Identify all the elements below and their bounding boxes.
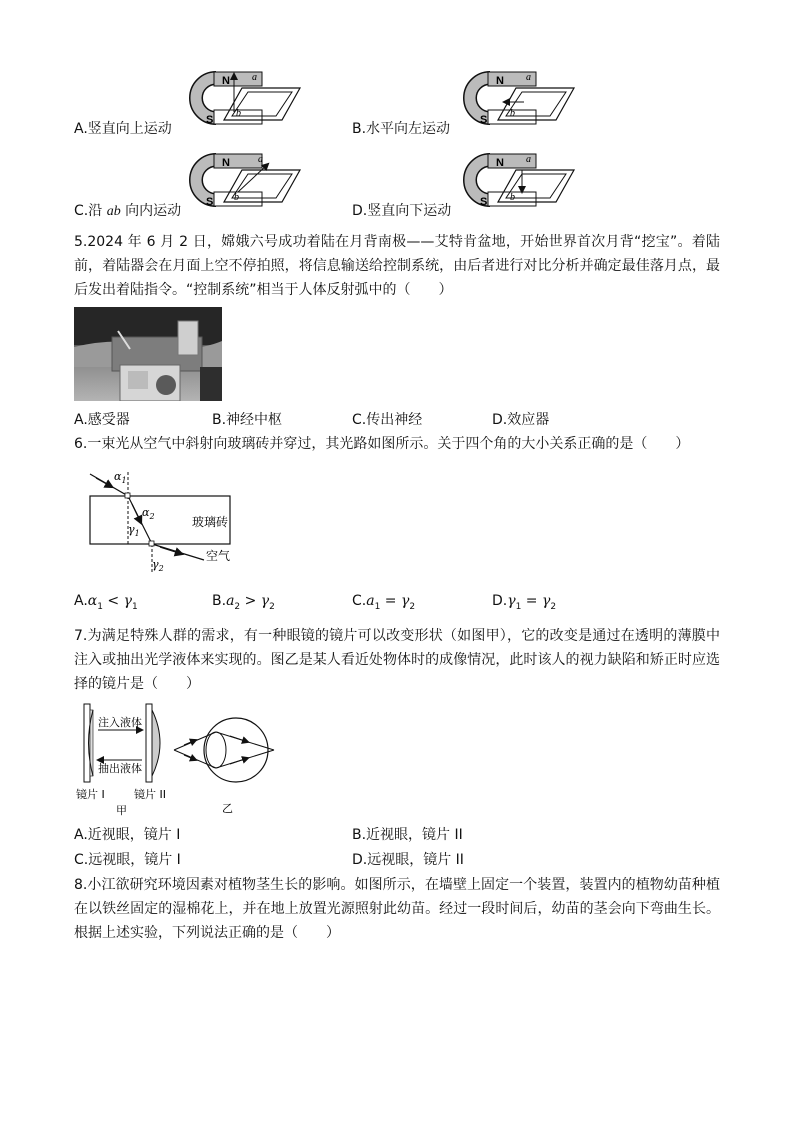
magnet-figure-b	[446, 68, 576, 130]
light-path-figure	[82, 468, 252, 576]
q7-option-a[interactable]: A.近视眼，镜片 I	[74, 827, 181, 843]
q5-option-b[interactable]: B.神经中枢	[212, 412, 283, 428]
svg-text:b: b	[234, 192, 239, 203]
q7-option-c[interactable]: C.远视眼，镜片 I	[74, 852, 181, 868]
q7-option-b[interactable]: B.近视眼，镜片 II	[352, 827, 463, 843]
svg-text:空气: 空气	[206, 549, 231, 563]
svg-text:S: S	[206, 114, 214, 126]
svg-text:N: N	[496, 75, 504, 87]
svg-text:S: S	[480, 196, 488, 208]
q4-option-b[interactable]: B.水平向左运动	[352, 121, 451, 137]
magnet-figure-d	[446, 150, 576, 212]
svg-text:α1: $\alpha_1$	[114, 470, 127, 485]
q8-question: 8.小江欲研究环境因素对植物茎生长的影响。如图所示，在墙壁上固定一个装置，装置内的植物幼苗种植在以铁丝固定的湿棉花上，并在地上放置光源照射此幼苗。经过一段时间后，幼苗的茎会向下弯曲生长。根据上述实验，下列说法正确的是（ ）	[74, 877, 720, 941]
q5-question: 5.2024 年 6 月 2 日，嫦娥六号成功着陆在月背南极——艾特肯盆地，开始世界首次月背“挖宝”。着陆前，着陆器会在月面上空不停拍照，将信息输送给控制系统，由后者进行对比分析并确定最佳落月点，最后发出着陆指令。“控制系统”相当于人体反射弧中的（ ）	[74, 234, 720, 298]
svg-text:镜片 I: 镜片 I	[76, 788, 105, 801]
svg-text:玻璃砖: 玻璃砖	[192, 515, 229, 529]
svg-text:a: a	[526, 154, 531, 165]
svg-text:S: S	[206, 196, 214, 208]
q6-option-a[interactable]: $A.\alpha_1 < \gamma_1$	[74, 593, 138, 612]
q4-option-c-pre: C.沿	[74, 203, 107, 219]
q4-option-c-post: 向内运动	[120, 203, 182, 219]
svg-text:α2: $\alpha_2$	[142, 506, 155, 521]
svg-text:γ1: $\gamma_1$	[128, 523, 140, 538]
svg-text:a: a	[258, 154, 263, 165]
q6-question: 6.一束光从空气中斜射向玻璃砖并穿过，其光路如图所示。关于四个角的大小关系正确的是（ ）	[74, 436, 690, 452]
svg-text:抽出液体: 抽出液体	[98, 762, 142, 775]
q5-option-c[interactable]: C.传出神经	[352, 412, 423, 428]
svg-text:甲: 甲	[116, 804, 127, 817]
q6-option-b[interactable]: $B.a_2 > \gamma_2$	[212, 593, 275, 612]
q4-option-d[interactable]: D.竖直向下运动	[352, 203, 452, 219]
eye-figure-yi	[170, 716, 278, 816]
svg-text:a: a	[252, 72, 257, 83]
svg-text:S: S	[480, 114, 488, 126]
q6-option-d[interactable]: $D.\gamma_1 = \gamma_2$	[492, 593, 557, 612]
q5-option-d[interactable]: D.效应器	[492, 412, 550, 428]
svg-text:N: N	[222, 157, 230, 169]
svg-text:b: b	[510, 108, 515, 119]
magnet-figure-c	[172, 150, 302, 212]
svg-text:N: N	[222, 75, 230, 87]
svg-text:a: a	[526, 72, 531, 83]
svg-text:b: b	[236, 108, 241, 119]
q7-question: 7.为满足特殊人群的需求，有一种眼镜的镜片可以改变形状（如图甲），它的改变是通过在透明的薄膜中注入或抽出光学液体来实现的。图乙是某人看近处物体时的成像情况，此时该人的视力缺陷和矫正时应选择的镜片是（ ）	[74, 628, 720, 692]
q5-option-a[interactable]: A.感受器	[74, 412, 130, 428]
svg-text:乙: 乙	[222, 802, 233, 815]
svg-text:γ2: $\gamma_2$	[152, 558, 164, 573]
svg-text:镜片 II: 镜片 II	[134, 788, 166, 801]
q7-option-d[interactable]: D.远视眼，镜片 II	[352, 852, 464, 868]
q4-option-c-ab: ab	[106, 204, 121, 219]
q6-option-c[interactable]: $C.a_1 = \gamma_2$	[352, 593, 416, 612]
q4-option-c[interactable]	[74, 200, 181, 220]
svg-text:b: b	[510, 192, 515, 203]
svg-text:注入液体: 注入液体	[98, 716, 142, 729]
q4-option-a[interactable]: A.竖直向上运动	[74, 121, 172, 137]
magnet-figure-a	[172, 68, 302, 130]
svg-text:N: N	[496, 157, 504, 169]
lunar-lander-photo	[74, 307, 222, 401]
